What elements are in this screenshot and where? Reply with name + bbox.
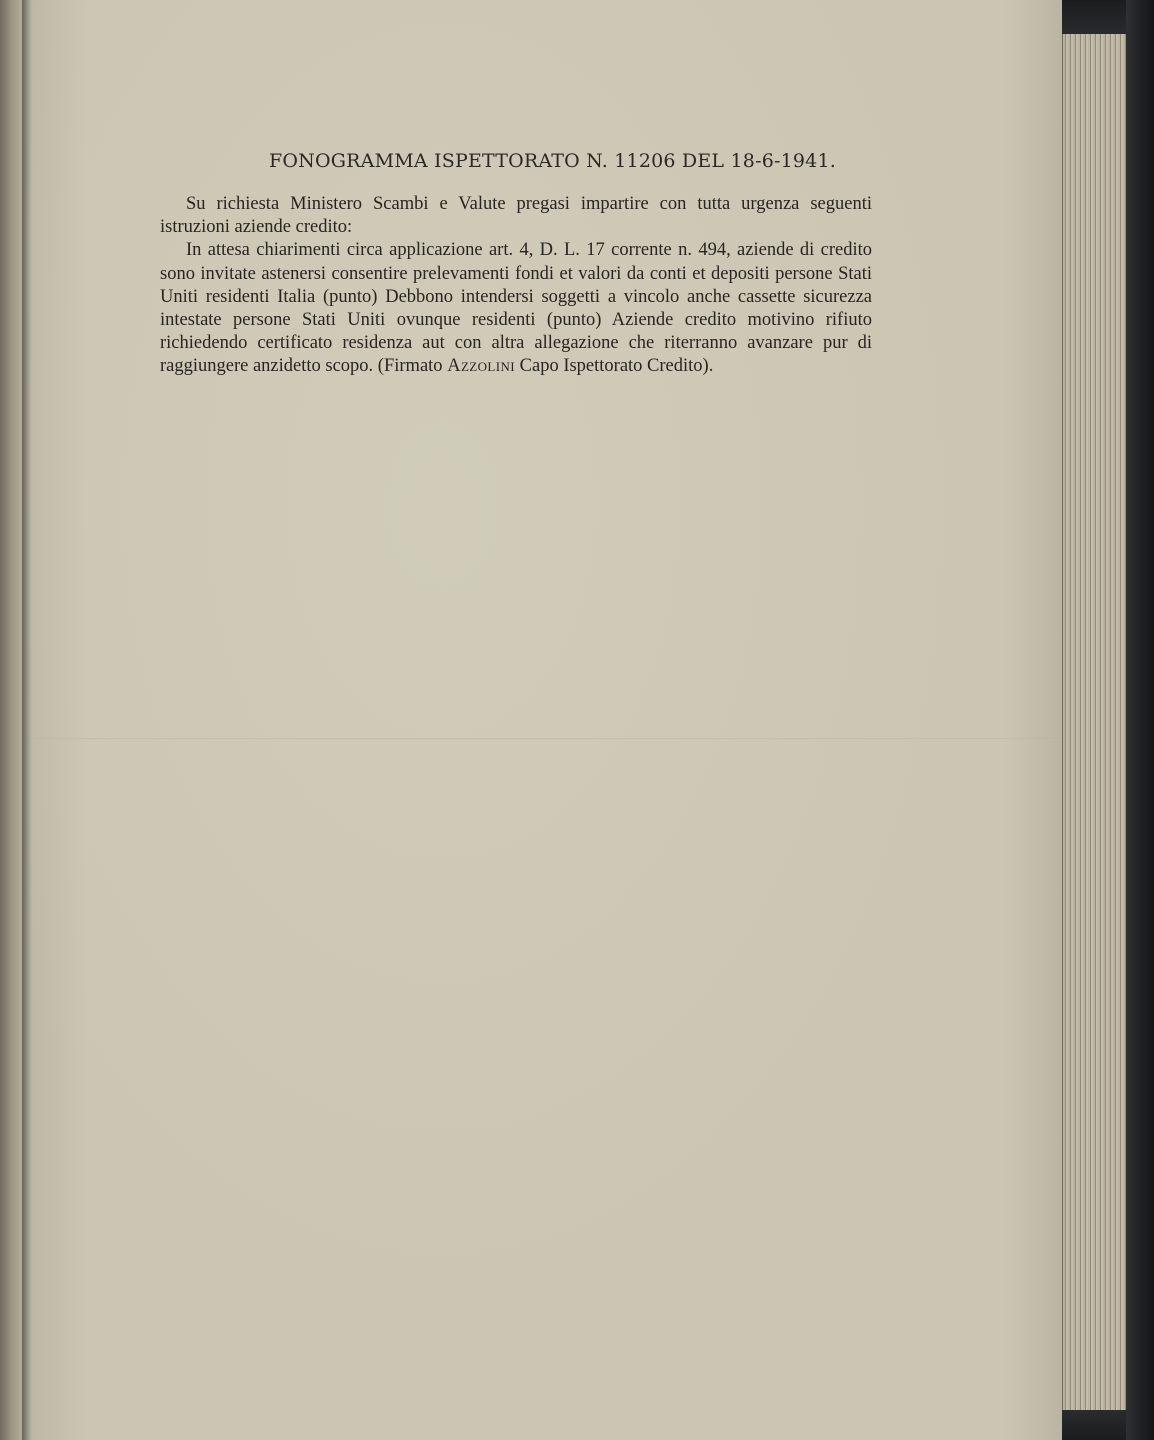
gutter-shadow: [22, 0, 32, 1440]
page-stack-edge: [1062, 32, 1127, 1412]
document-page: [26, 0, 1066, 1440]
book-cover-edge: [1126, 0, 1154, 1440]
paragraph-instructions-closing: Capo Ispettorato Credito).: [515, 356, 714, 377]
signatory-name: Azzolini: [447, 356, 516, 377]
paragraph-intro: Su richiesta Ministero Scambi e Valute pregasi impartire con tutta urgenza seguenti istruzioni aziende credito:: [160, 194, 872, 238]
paragraph-instructions-text: In attesa chiarimenti circa applicazione art. 4, D. L. 17 corrente n. 494, aziende di credito sono invitate astenersi consentire prelevamenti fondi et valori da conti et depositi persone Stati Uniti residenti Italia (punto) Debbono intendersi soggetti a vincolo anche cassette sicurezza intestate persone Stati Uniti ovunque residenti (punto) Aziende credito motivino rifiuto richiedendo certificato residenza aut con altra allegazione che riterranno avanzare pur di raggiungere anzidetto scopo. (Firmato: [160, 240, 872, 377]
document-title: FONOGRAMMA ISPETTORATO N. 11206 DEL 18-6-1941.: [269, 150, 836, 172]
page-fold-crease: [26, 738, 1066, 740]
paragraph-instructions: [160, 239, 872, 378]
document-body: [160, 193, 872, 379]
